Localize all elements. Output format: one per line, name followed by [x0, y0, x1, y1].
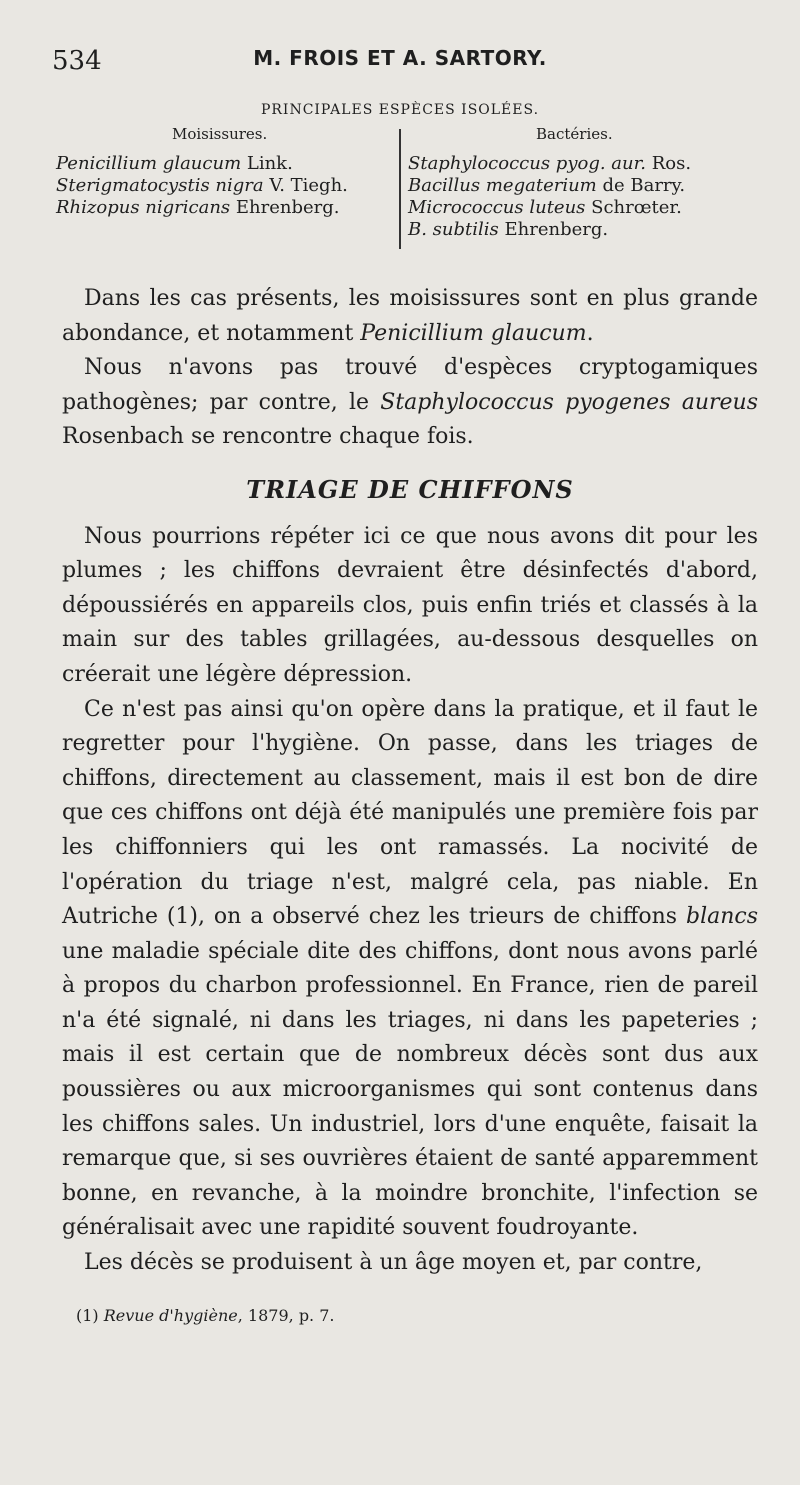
paragraph: Les décès se produisent à un âge moyen et, par contre, — [84, 1250, 703, 1276]
paragraph-emphasis: Staphylococcus pyogenes aureus — [380, 389, 759, 415]
species-author: Ehrenberg. — [230, 197, 340, 218]
species-latin-name: Staphylococcus pyog. aur. — [408, 153, 646, 174]
species-row — [408, 153, 756, 175]
species-row — [408, 197, 756, 219]
species-row — [408, 219, 756, 241]
page-number: 534 — [52, 46, 102, 76]
species-author: V. Tiegh. — [263, 175, 348, 196]
body-text — [62, 282, 758, 1281]
molds-column-header: Moisissures. — [172, 125, 268, 143]
species-row — [56, 153, 396, 175]
paragraph: Nous pourrions répéter ici ce que nous avons dit pour les plumes ; les chiffons devraient être désinfectés d'abord, dépoussiérés en appareils clos, puis enfin triés et classés à la main sur des tables grillagées, au-dessous desquelles on créerait une légère dépression. — [62, 523, 758, 687]
footnote-text: , 1879, p. 7. — [237, 1306, 335, 1325]
column-divider — [399, 129, 401, 249]
paragraph-text: Nous n'avons pas trouvé d'espèces cryptogamiques pathogènes; par contre, le — [62, 355, 758, 415]
molds-column — [56, 125, 396, 219]
paragraph — [62, 693, 758, 1247]
species-author: Ehrenberg. — [498, 219, 609, 240]
species-row — [56, 197, 396, 219]
species-latin-name: Micrococcus luteus — [408, 197, 586, 218]
species-latin-name: Penicillium glaucum — [56, 153, 242, 174]
footnote — [76, 1306, 335, 1325]
paragraph-text: Ce n'est pas ainsi qu'on opère dans la pratique, et il faut le regretter pour l'hygiène. On passe, dans les triages de chiffons, directement au classement, mais il est bon de dire que ces chiffons ont déjà été manipulés une première fois par les chiffonniers qui les ont ramassés. La nocivité de l'opération du triage n'est, malgré cela, pas niable. En Autriche (1), on a observé chez les trieurs de chiffons — [62, 696, 758, 930]
species-author: de Barry. — [596, 175, 686, 196]
species-row — [56, 175, 396, 197]
bacteria-column-header: Bactéries. — [536, 125, 613, 143]
running-head: M. FROIS ET A. SARTORY. — [253, 46, 547, 70]
paragraph — [62, 351, 758, 455]
species-latin-name: Sterigmatocystis nigra — [56, 175, 264, 196]
paragraph-emphasis: Penicillium glaucum — [360, 320, 587, 346]
footnote-source: Revue d'hygiène — [103, 1306, 238, 1325]
footnote-marker: (1) — [76, 1306, 104, 1325]
page-header — [0, 44, 800, 80]
paragraph-text: Rosenbach se rencontre chaque fois. — [62, 424, 474, 450]
species-table — [56, 125, 756, 253]
species-row — [408, 175, 756, 197]
species-author: Ros. — [645, 153, 692, 174]
paragraph-emphasis: blancs — [685, 904, 758, 930]
species-latin-name: Bacillus megaterium — [408, 175, 597, 196]
paragraph — [62, 282, 758, 351]
paragraph-text: . — [586, 320, 594, 346]
species-latin-name: B. subtilis — [408, 219, 499, 240]
paragraph-text: Dans les cas présents, les moisissures sont en plus grande abondance, et notamment — [62, 286, 758, 346]
paragraph-text: une maladie spéciale dite des chiffons, dont nous avons parlé à propos du charbon professionnel. En France, rien de pareil n'a été signalé, ni dans les triages, ni dans les papeteries ; mais il est certain que de nombreux décès sont dus aux poussières ou aux microorganismes qui sont contenus dans les chiffons sales. Un industriel, lors d'une enquête, faisait la remarque que, si ses ouvrières étaient de santé apparemment bonne, en revanche, à la moindre bronchite, l'infection se généralisait avec une rapidité souvent foudroyante. — [62, 938, 758, 1241]
species-table-title: PRINCIPALES ESPÈCES ISOLÉES. — [260, 102, 540, 118]
section-heading: TRIAGE DE CHIFFONS — [246, 474, 574, 504]
species-author: Schrœter. — [585, 197, 682, 218]
species-author: Link. — [241, 153, 293, 174]
bacteria-column — [408, 125, 756, 241]
species-latin-name: Rhizopus nigricans — [56, 197, 231, 218]
